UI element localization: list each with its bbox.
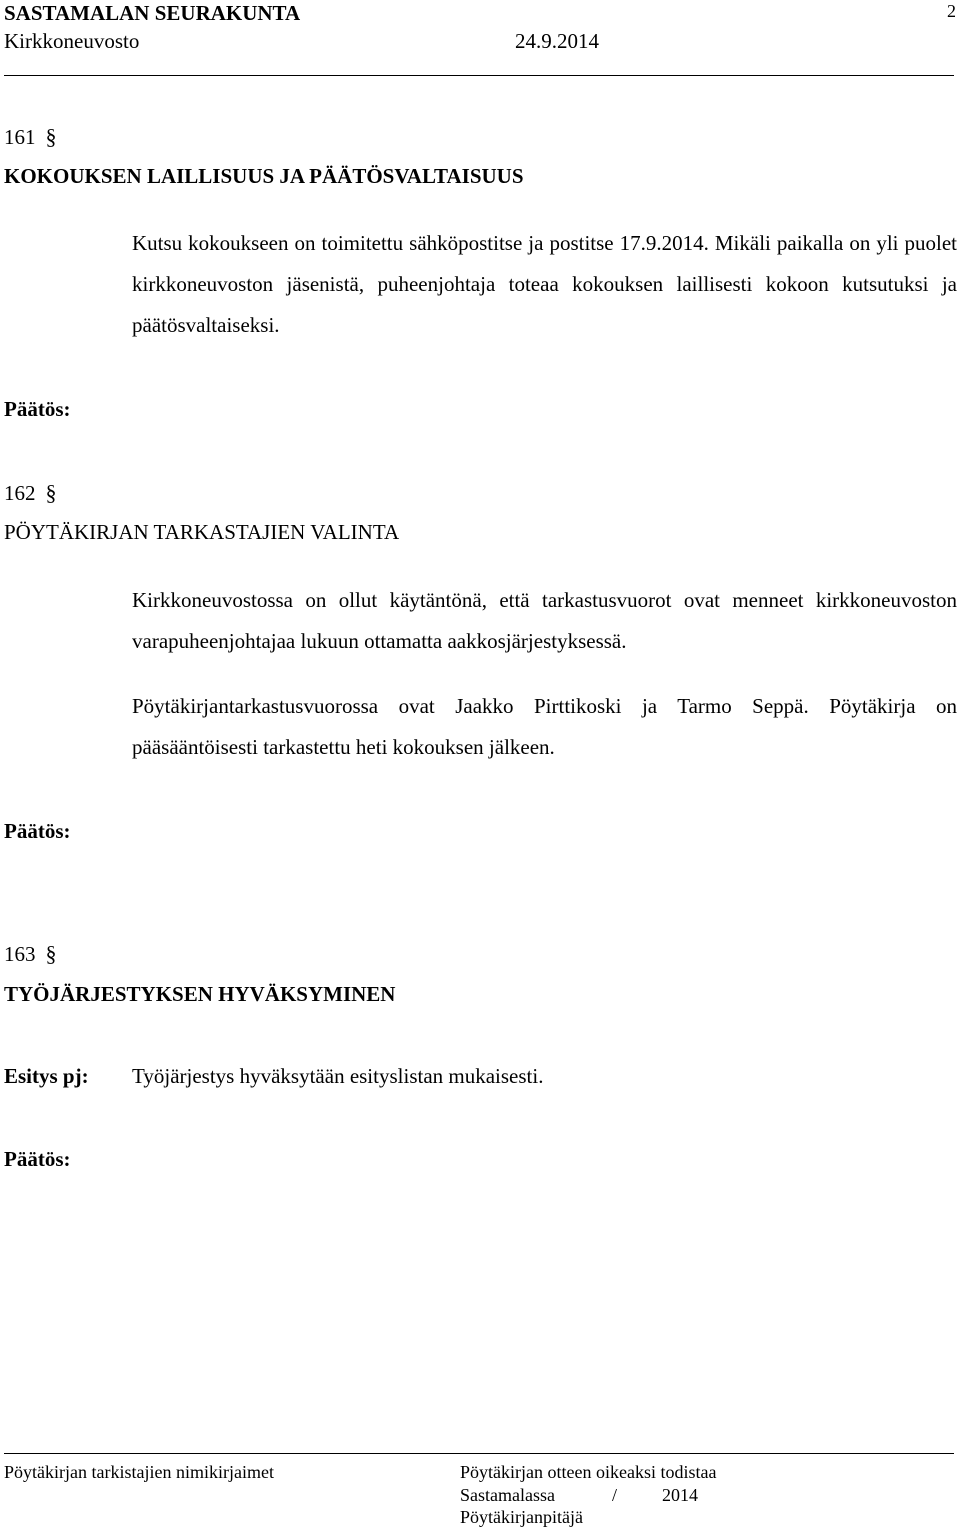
footer-certification-label: Pöytäkirjan otteen oikeaksi todistaa xyxy=(460,1462,717,1482)
footer-initials-label: Pöytäkirjan tarkistajien nimikirjaimet xyxy=(4,1462,274,1482)
footer-rule xyxy=(4,1453,954,1454)
proposal-label: Esitys pj: xyxy=(4,1064,89,1088)
decision-label: Päätös: xyxy=(4,819,71,843)
section-symbol: § xyxy=(45,941,57,966)
meeting-date: 24.9.2014 xyxy=(515,29,599,53)
footer-place: Sastamalassa xyxy=(460,1485,555,1505)
page-number: 2 xyxy=(947,1,956,21)
organization-name: SASTAMALAN SEURAKUNTA xyxy=(4,1,301,25)
decision-label: Päätös: xyxy=(4,1147,71,1171)
meeting-body: Kirkkoneuvosto xyxy=(4,29,140,53)
footer-year: 2014 xyxy=(662,1485,698,1505)
footer-role: Pöytäkirjanpitäjä xyxy=(460,1507,583,1527)
paragraph: Kirkkoneuvostossa on ollut käytäntönä, että tarkastusvuorot ovat menneet kirkkoneuvoston varapuheenjohtajaa lukuun ottamatta aakkosjärjestyksessä. xyxy=(132,588,957,653)
section-number-value: 161 xyxy=(4,125,36,149)
header-rule xyxy=(4,75,954,76)
section-symbol: § xyxy=(45,480,57,505)
paragraph: Pöytäkirjantarkastusvuorossa ovat Jaakko Pirttikoski ja Tarmo Seppä. Pöytäkirja on pääsääntöisesti tarkastettu heti kokouksen jälkeen. xyxy=(132,694,957,759)
section-number-value: 163 xyxy=(4,942,36,966)
section-title: KOKOUKSEN LAILLISUUS JA PÄÄTÖSVALTAISUUS xyxy=(4,164,524,188)
section-number xyxy=(4,941,57,967)
paragraph: Kutsu kokoukseen on toimitettu sähköpostitse ja postitse 17.9.2014. Mikäli paikalla on yli puolet kirkkoneuvoston jäsenistä, puheenjohtaja toteaa kokouksen laillisesti kokoon kutsutuksi ja päätösvaltaiseksi. xyxy=(132,231,957,337)
section-number xyxy=(4,124,57,150)
section-title: TYÖJÄRJESTYKSEN HYVÄKSYMINEN xyxy=(4,982,396,1006)
section-title: PÖYTÄKIRJAN TARKASTAJIEN VALINTA xyxy=(4,520,400,544)
proposal-text: Työjärjestys hyväksytään esityslistan mukaisesti. xyxy=(132,1064,544,1088)
section-number-value: 162 xyxy=(4,481,36,505)
section-symbol: § xyxy=(45,124,57,149)
footer-slash: / xyxy=(612,1485,618,1505)
decision-label: Päätös: xyxy=(4,397,71,421)
section-number xyxy=(4,480,57,506)
